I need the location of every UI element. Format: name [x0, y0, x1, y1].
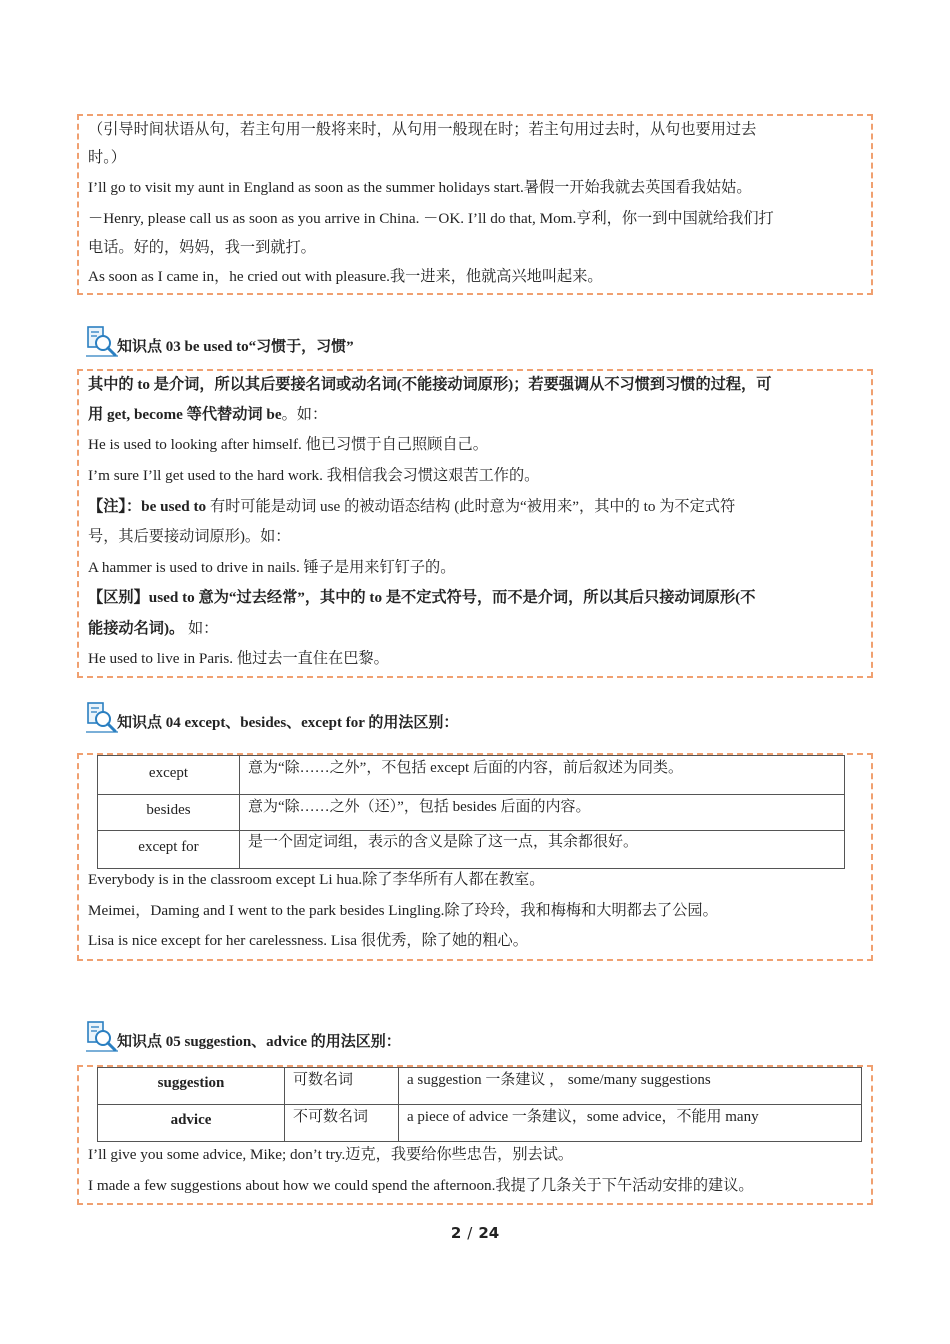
difference-line-1: 【区别】used to 意为“过去经常”，其中的 to 是不定式符号，而不是介词，所以其后只接动词原形(不	[88, 589, 756, 606]
example-sentence: He is used to looking after himself. 他已习惯于自己照顾自己。	[88, 436, 488, 453]
difference-line-2-bold: 能接动名词)。	[88, 620, 185, 637]
table-meaning: 意为“除……之外”，不包括 except 后面的内容，前后叙述为同类。	[240, 756, 845, 795]
page-separator: /	[467, 1224, 473, 1242]
example-sentence: I’m sure I’ll get used to the hard work. 我相信我会习惯这艰苦工作的。	[88, 467, 540, 484]
note-text: 有时可能是动词 use 的被动语态结构 (此时意为“被用来”，其中的 to 为不定式符	[206, 498, 736, 515]
table-usage: a suggestion 一条建议 ， some/many suggestions	[399, 1068, 862, 1105]
table-row	[98, 1068, 862, 1105]
table-kind: 不可数名词	[285, 1105, 399, 1142]
heading-knowledge-04	[86, 702, 566, 736]
example-sentence: I made a few suggestions about how we could spend the afternoon.我提了几条关于下午活动安排的建议。	[88, 1177, 754, 1194]
table-usage: a piece of advice 一条建议，some advice，不能用 many	[399, 1105, 862, 1142]
section-suggestion-advice	[77, 1065, 873, 1205]
example-sentence: Everybody is in the classroom except Li hua.除了李华所有人都在教室。	[88, 871, 545, 888]
rule-line-2: 时。）	[88, 149, 126, 166]
rule-line-1: 其中的 to 是介词，所以其后要接名词或动名词(不能接动词原形)；若要强调从不习惯到习惯的过程，可	[88, 376, 772, 393]
page-current: 2	[450, 1224, 462, 1242]
example-sentence: I’ll give you some advice, Mike; don’t try.迈克，我要给你些忠告，别去试。	[88, 1146, 574, 1163]
note-label: 【注】：be used to	[88, 498, 207, 515]
note-line-2: 号，其后要接动词原形)。如：	[88, 528, 291, 545]
page-total: 24	[478, 1224, 500, 1242]
rule-line-1: （引导时间状语从句，若主句用一般将来时，从句用一般现在时；若主句用过去时，从句也要用过去	[88, 121, 757, 138]
heading-title: 知识点 04 except、besides、except for 的用法区别：	[117, 715, 459, 731]
table-row	[98, 1105, 862, 1142]
usage-table	[97, 1067, 862, 1142]
section-be-used-to	[77, 369, 873, 678]
heading-knowledge-05	[86, 1021, 506, 1055]
heading-title: 知识点 03 be used to“习惯于，习惯”	[117, 339, 354, 355]
table-meaning: 意为“除……之外（还）”，包括 besides 后面的内容。	[240, 795, 845, 831]
example-sentence: A hammer is used to drive in nails. 锤子是用来钉钉子的。	[88, 559, 456, 576]
table-row	[98, 831, 845, 869]
difference-line-2	[88, 618, 863, 640]
example-sentence: I’ll go to visit my aunt in England as soon as the summer holidays start.暑假一开始我就去英国看我姑姑。	[88, 179, 752, 196]
table-term: except	[98, 756, 240, 795]
section-except-besides	[77, 753, 873, 961]
example-sentence: Meimei，Daming and I went to the park besides Lingling.除了玲玲，我和梅梅和大明都去了公园。	[88, 902, 718, 919]
section-as-soon-as	[77, 114, 873, 295]
usage-table	[97, 755, 845, 869]
table-kind: 可数名词	[285, 1068, 399, 1105]
magnifier-document-icon	[86, 1021, 118, 1053]
example-sentence: 电话。好的，妈妈，我一到就打。	[88, 239, 316, 256]
page-number	[0, 1224, 950, 1242]
table-row	[98, 756, 845, 795]
rule-line-2-tail: 。如：	[281, 406, 328, 423]
example-sentence: －Henry, please call us as soon as you arrive in China. －OK. I’ll do that, Mom.亨利，你一到中国就给我们打	[88, 210, 774, 227]
table-row	[98, 795, 845, 831]
difference-line-2-tail: 如：	[184, 620, 219, 637]
table-term: advice	[98, 1105, 285, 1142]
rule-line-2-bold: 用 get, become 等代替动词 be	[88, 406, 282, 423]
magnifier-document-icon	[86, 702, 118, 734]
table-term: suggestion	[98, 1068, 285, 1105]
heading-title: 知识点 05 suggestion、advice 的用法区别：	[117, 1034, 401, 1050]
rule-line-2	[88, 404, 863, 426]
magnifier-document-icon	[86, 326, 118, 358]
table-meaning: 是一个固定词组，表示的含义是除了这一点，其余都很好。	[240, 831, 845, 869]
example-sentence: As soon as I came in，he cried out with pleasure.我一进来，他就高兴地叫起来。	[88, 268, 603, 285]
table-term: except for	[98, 831, 240, 869]
example-sentence: He used to live in Paris. 他过去一直住在巴黎。	[88, 650, 389, 667]
example-sentence: Lisa is nice except for her carelessness. Lisa 很优秀，除了她的粗心。	[88, 932, 528, 949]
table-term: besides	[98, 795, 240, 831]
note-line-1	[88, 496, 863, 518]
heading-knowledge-03	[86, 326, 486, 360]
